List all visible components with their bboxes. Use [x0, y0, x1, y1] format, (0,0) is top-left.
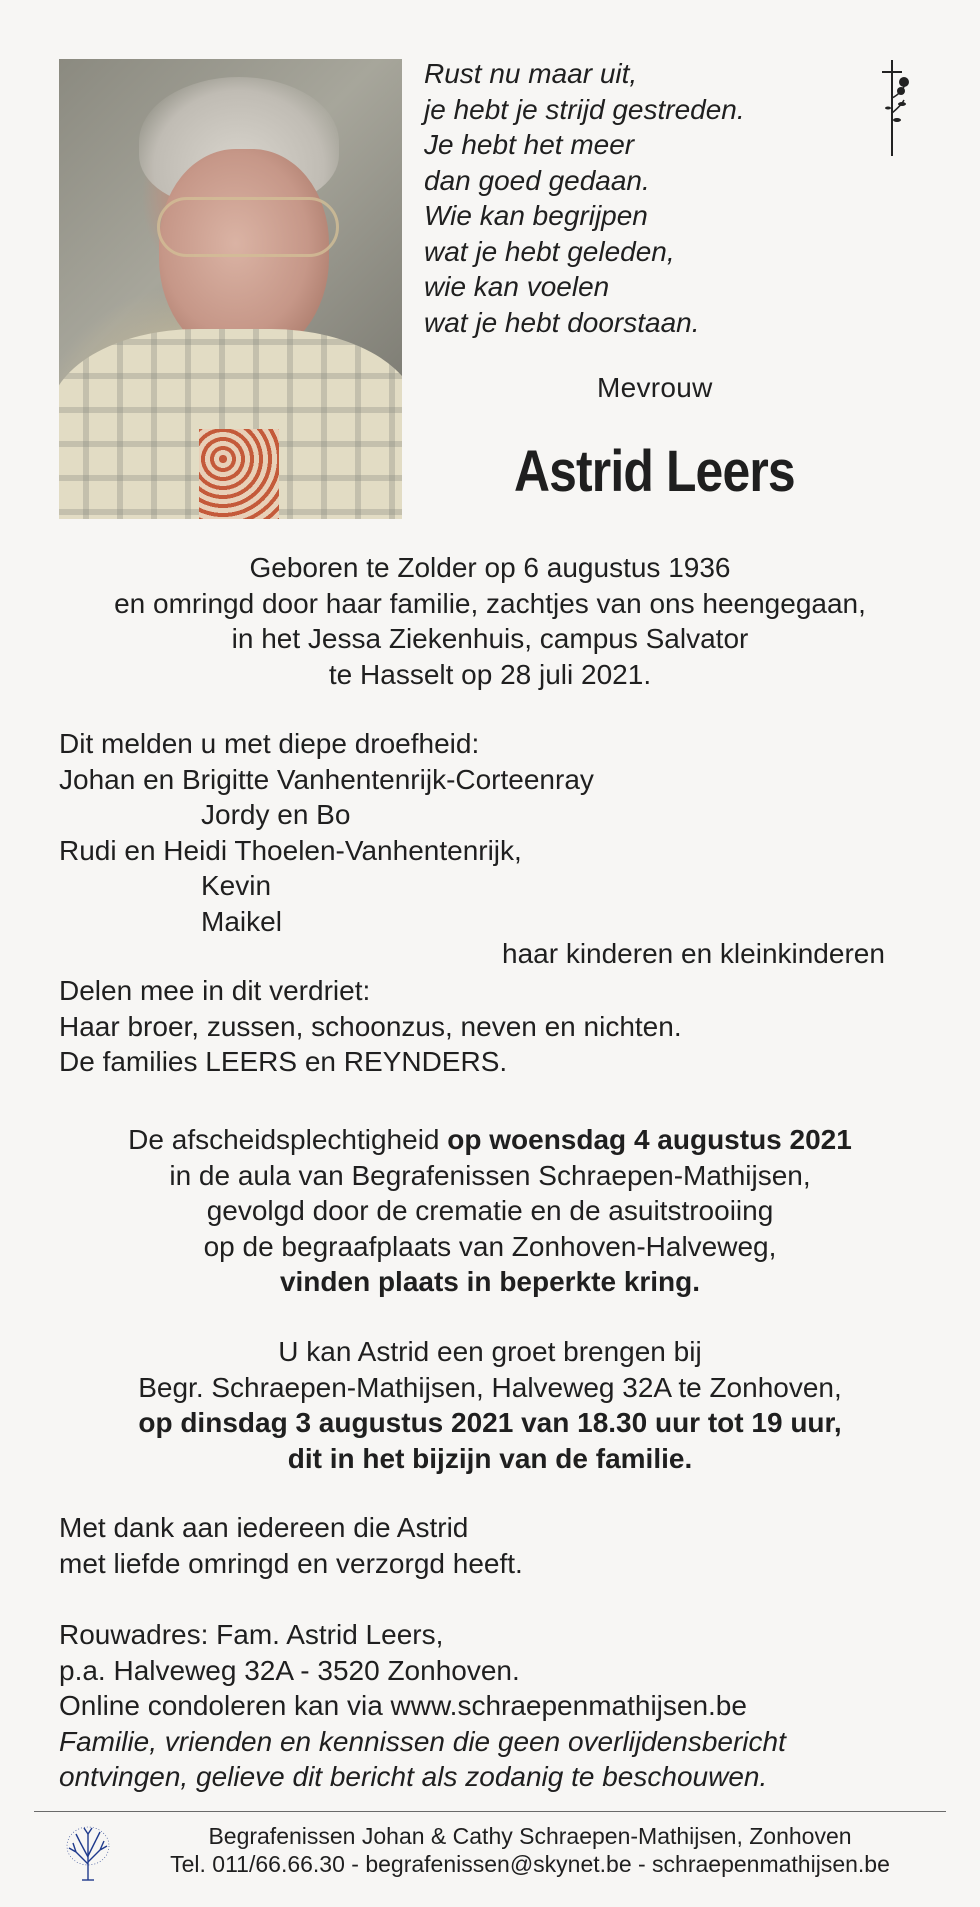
ceremony-label: De afscheidsplechtigheid: [128, 1124, 448, 1155]
photo-glasses: [157, 197, 339, 257]
visit-block: [0, 1334, 980, 1476]
poem-line: wat je hebt doorstaan.: [424, 306, 700, 338]
birth-line: in het Jessa Ziekenhuis, campus Salvator: [231, 623, 749, 654]
poem-line: wat je hebt geleden,: [424, 235, 675, 267]
poem-line: wie kan voelen: [424, 271, 610, 302]
poem-line: Wie kan begrijpen: [424, 200, 648, 231]
birth-line: en omringd door haar familie, zachtjes van ons heengegaan,: [114, 587, 866, 619]
ceremony-block: [0, 1122, 980, 1300]
family-line: Rudi en Heidi Thoelen-Vanhentenrijk,: [59, 834, 522, 866]
address-line: p.a. Halveweg 32A - 3520 Zonhoven.: [59, 1654, 520, 1686]
address-line: Rouwadres: Fam. Astrid Leers,: [59, 1619, 444, 1650]
family-line: Johan en Brigitte Vanhentenrijk-Corteenray: [59, 763, 594, 795]
ceremony-line: gevolgd door de crematie en de asuitstrooiing: [206, 1195, 774, 1226]
share-intro: Delen mee in dit verdriet:: [59, 975, 371, 1006]
children-role-note: haar kinderen en kleinkinderen: [502, 938, 885, 969]
families-line: De families LEERS en REYNDERS.: [59, 1046, 508, 1077]
grandchildren-line: Jordy en Bo: [201, 799, 351, 830]
address-block: [59, 1617, 786, 1795]
birth-line: te Hasselt op 28 juli 2021.: [328, 658, 652, 690]
poem: [424, 56, 745, 340]
visit-family-note: dit in het bijzijn van de familie.: [287, 1442, 693, 1474]
grandchild-line: Maikel: [201, 905, 282, 937]
grandchild-line: Kevin: [201, 870, 272, 901]
ceremony-line: op de begraafplaats van Zonhoven-Halveweg,: [203, 1230, 777, 1262]
visit-time: op dinsdag 3 augustus 2021 van 18.30 uur tot 19 uur,: [138, 1407, 842, 1438]
condolence-line: Online condoleren kan via www.schraepenmathijsen.be: [59, 1690, 747, 1721]
share-block: [59, 973, 682, 1080]
relatives-line: Haar broer, zussen, schoonzus, neven en nichten.: [59, 1010, 682, 1042]
cross-with-rose-icon: [874, 58, 914, 158]
footer-divider: [34, 1811, 946, 1812]
thanks-line: Met dank aan iedereen die Astrid: [59, 1512, 469, 1543]
tree-icon: [64, 1824, 112, 1882]
salutation: Mevrouw: [597, 372, 713, 403]
birth-block: [0, 550, 980, 692]
portrait-photo: [59, 59, 402, 519]
thanks-line: met liefde omringd en verzorgd heeft.: [59, 1547, 523, 1579]
deceased-name: Astrid Leers: [514, 439, 795, 504]
notice-line: ontvingen, gelieve dit bericht als zodanig te beschouwen.: [59, 1761, 768, 1792]
thanks-block: [59, 1510, 523, 1581]
poem-line: dan goed gedaan.: [424, 164, 650, 196]
notice-line: Familie, vrienden en kennissen die geen overlijdensbericht: [59, 1725, 786, 1757]
ceremony-date: op woensdag 4 augustus 2021: [447, 1124, 852, 1155]
footer-contact: Tel. 011/66.66.30 - begrafenissen@skynet.be - schraepenmathijsen.be: [170, 1851, 890, 1877]
announcers-intro: Dit melden u met diepe droefheid:: [59, 728, 480, 759]
poem-line: Je hebt het meer: [424, 129, 635, 160]
birth-line: Geboren te Zolder op 6 augustus 1936: [249, 552, 731, 583]
visit-line: U kan Astrid een groet brengen bij: [278, 1336, 702, 1367]
poem-line: Rust nu maar uit,: [424, 58, 638, 89]
photo-blouse: [199, 429, 279, 519]
ceremony-line: in de aula van Begrafenissen Schraepen-Mathijsen,: [169, 1159, 811, 1191]
footer-company: Begrafenissen Johan & Cathy Schraepen-Mathijsen, Zonhoven: [208, 1823, 852, 1849]
ceremony-line: [0, 1122, 980, 1158]
announcers-block: [59, 726, 594, 939]
ceremony-private-note: vinden plaats in beperkte kring.: [279, 1266, 701, 1297]
footer: [120, 1822, 940, 1878]
poem-line: je hebt je strijd gestreden.: [424, 93, 745, 125]
visit-line: Begr. Schraepen-Mathijsen, Halveweg 32A te Zonhoven,: [138, 1371, 842, 1403]
